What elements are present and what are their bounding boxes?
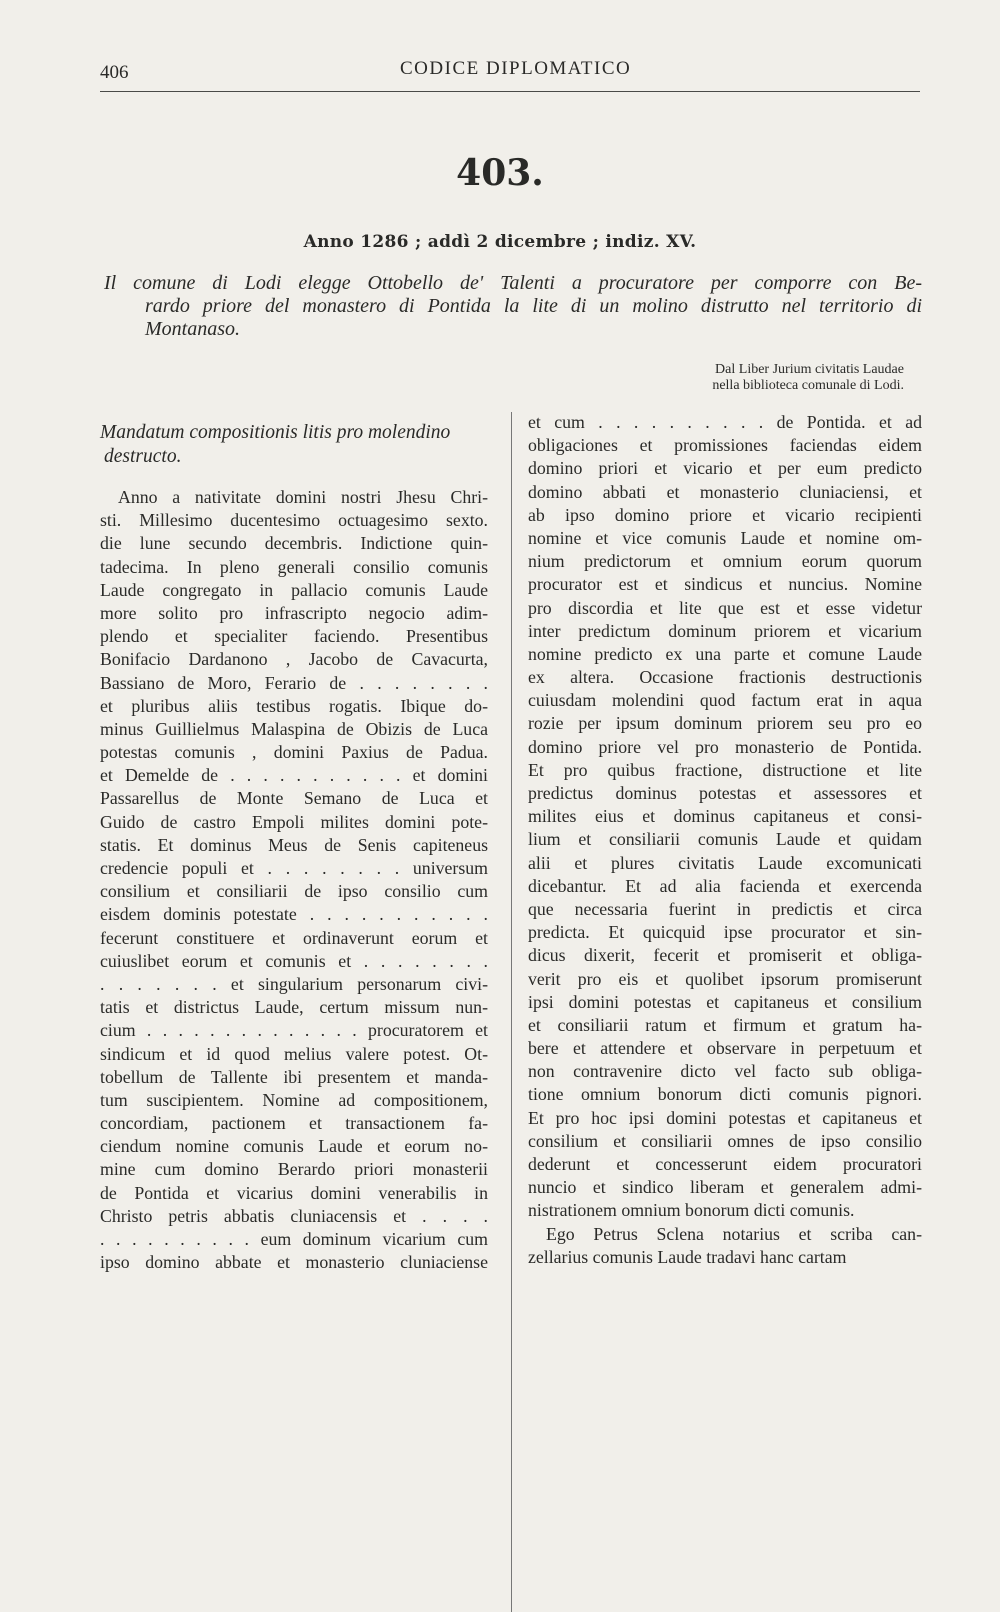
text-line: predicta. Et quicquid ipse procurator et sin- — [528, 922, 922, 943]
text-line: tobellum de Tallente ibi presentem et manda- — [100, 1066, 488, 1087]
text-line: consilium et consiliarii omnes de ipso consilio — [528, 1130, 922, 1151]
text-line: mine cum domino Berardo priori monasterii — [100, 1159, 488, 1180]
text-line: concordiam, pactionem et transactionem fa- — [100, 1113, 488, 1134]
text-line: domino priori et vicario et per eum predicto — [528, 458, 922, 479]
text-line: rozie per ipsum dominum priorem seu pro eo — [528, 713, 922, 734]
text-line: et cum . . . . . . . . . . de Pontida. et ad — [528, 412, 922, 432]
text-line: predictus dominus potestas et assessores et — [528, 783, 922, 803]
text-line: die lune secundo decembris. Indictione quin- — [100, 533, 488, 554]
text-line: tatis et districtus Laude, certum missum nun- — [100, 997, 488, 1018]
document-number: 403. — [456, 152, 544, 194]
text-line: cium . . . . . . . . . . . . . . procuratorem et — [100, 1020, 488, 1041]
text-line: inter predictum dominum priorem et vicarium — [528, 620, 922, 641]
text-line: sindicum et id quod melius valere potest. Ot- — [100, 1043, 488, 1064]
text-line: minus Guillielmus Malaspina de Obizis de Luca — [100, 718, 488, 739]
page-number: 406 — [100, 62, 129, 83]
heading-line: destructo. — [104, 446, 182, 467]
text-line: verit pro eis et quolibet ipsorum promiserunt — [528, 968, 922, 989]
heading-line: Mandatum compositionis litis pro molendino — [100, 422, 451, 443]
text-line: alii et plures civitatis Laude excomunicati — [528, 852, 922, 873]
text-line: potestas comunis , domini Paxius de Padua. — [100, 742, 488, 763]
left-column — [100, 421, 488, 1274]
text-line: nium predictorum et omnium eorum quorum — [528, 551, 922, 572]
source-line: nella biblioteca comunale di Lodi. — [712, 378, 904, 393]
text-line: nomine et vice comunis Laude et nomine om- — [528, 527, 922, 548]
text-line: tione omnium bonorum dicti comunis pignori. — [528, 1084, 922, 1105]
text-line: Et pro hoc ipsi domini potestas et capitaneus et — [528, 1107, 922, 1128]
source-line: Dal Liber Jurium civitatis Laudae — [715, 362, 904, 377]
text-line: more solito pro infrascripto negocio adim- — [100, 602, 488, 623]
text-line: statis. Et dominus Meus de Senis capiteneus — [100, 834, 488, 855]
text-line: fecerunt constituere et ordinaverunt eorum et — [100, 927, 488, 948]
text-line: . . . . . . . . . . eum dominum vicarium cum — [100, 1229, 488, 1249]
text-line: nomine predicto ex una parte et comune Laude — [528, 643, 922, 664]
left-column-text — [100, 486, 488, 1274]
document-summary — [104, 272, 922, 341]
text-line: ciendum nomine comunis Laude et eorum no- — [100, 1136, 488, 1157]
text-line: sti. Millesimo ducentesimo octuagesimo sexto. — [100, 510, 488, 531]
text-line: ipsi domini potestas et capitaneus et consilium — [528, 991, 922, 1012]
text-line: Christo petris abbatis cluniacensis et . . . . — [100, 1205, 488, 1226]
text-line: Laude congregato in pallacio comunis Laude — [100, 579, 488, 600]
text-line: obligaciones et promissiones faciendas eidem — [528, 435, 922, 456]
text-line: ex altera. Occasione fractionis destructionis — [528, 667, 922, 688]
text-line: dicebantur. Et ad alia facienda et exercenda — [528, 875, 922, 896]
right-column — [528, 411, 922, 1269]
summary-line: Montanaso. — [145, 318, 240, 340]
running-title: CODICE DIPLOMATICO — [400, 58, 632, 79]
text-line: tum suscipientem. Nomine ad compositionem, — [100, 1089, 488, 1110]
header-rule — [100, 91, 920, 92]
text-line: dicus dixerit, fecerit et promiserit et obliga- — [528, 945, 922, 966]
text-line: eisdem dominis potestate . . . . . . . . . . . — [100, 904, 488, 925]
text-line: et pluribus aliis testibus rogatis. Ibique do- — [100, 695, 488, 716]
text-line: pro discordia et lite que est et esse videtur — [528, 597, 922, 618]
text-line: et consiliarii ratum et firmum et gratum ha- — [528, 1014, 922, 1035]
text-line: milites eius et dominus capitaneus et consi- — [528, 806, 922, 827]
text-line: cuiuslibet eorum et comunis et . . . . . . . . — [100, 950, 488, 971]
text-line: Bassiano de Moro, Ferario de . . . . . . . . — [100, 672, 488, 693]
text-line: Et pro quibus fractione, distructione et lite — [528, 759, 922, 780]
text-line: que necessaria fuerint in predictis et circa — [528, 898, 922, 919]
text-line: nuncio et sindico liberam et generalem admi- — [528, 1177, 922, 1198]
text-line: Bonifacio Dardanono , Jacobo de Cavacurta, — [100, 649, 488, 670]
text-line: procurator est et sindicus et nuncius. Nomine — [528, 574, 922, 595]
text-line: ab ipso domino priore et vicario recipienti — [528, 504, 922, 525]
date-line: Anno 1286 ; addì 2 dicembre ; indiz. XV. — [303, 232, 697, 252]
text-line: Ego Petrus Sclena notarius et scriba can- — [546, 1223, 922, 1244]
text-line: Passarellus de Monte Semano de Luca et — [100, 788, 488, 809]
text-line: cuiusdam molendini quod factum erat in aqua — [528, 690, 922, 711]
text-line: de Pontida et vicarius domini venerabilis in — [100, 1182, 488, 1203]
text-line: plendo et specialiter faciendo. Presentibus — [100, 626, 488, 647]
summary-line: Il comune di Lodi elegge Ottobello de' Talenti a procuratore per comporre con Be- — [104, 272, 922, 294]
text-line: domino abbati et monasterio cluniaciensi, et — [528, 481, 922, 502]
text-line: bere et attendere et observare in perpetuum et — [528, 1038, 922, 1059]
text-line: consilium et consiliarii de ipso consilio cum — [100, 881, 488, 902]
text-line: non contravenire dicto vel facto sub obliga- — [528, 1061, 922, 1082]
text-line: domino priore vel pro monasterio de Pontida. — [528, 736, 922, 757]
text-line: dederunt et concesserunt eidem procuratori — [528, 1154, 922, 1174]
running-head — [100, 58, 920, 88]
text-line: . . . . . . . et singularium personarum civi- — [100, 973, 488, 994]
right-column-text — [528, 411, 922, 1269]
text-line: Guido de castro Empoli milites domini pote- — [100, 811, 488, 832]
section-heading — [100, 421, 488, 469]
text-line: zellarius comunis Laude tradavi hanc cartam — [528, 1246, 847, 1267]
text-line: lium et consiliarii comunis Laude et quidam — [528, 829, 922, 850]
text-line: tadecima. In pleno generali consilio comunis — [100, 556, 488, 577]
text-line: Anno a nativitate domini nostri Jhesu Chri- — [118, 487, 488, 507]
text-line: credencie populi et . . . . . . . . universum — [100, 858, 488, 878]
column-divider — [511, 412, 512, 1612]
text-line: et Demelde de . . . . . . . . . . . et domini — [100, 765, 488, 786]
summary-line: rardo priore del monastero di Pontida la lite di un molino distrutto nel territorio di — [145, 295, 922, 317]
text-line: ipso domino abbate et monasterio cluniaciense — [100, 1252, 488, 1273]
source-note — [600, 362, 904, 394]
text-line: nistrationem omnium bonorum dicti comunis. — [528, 1200, 855, 1221]
